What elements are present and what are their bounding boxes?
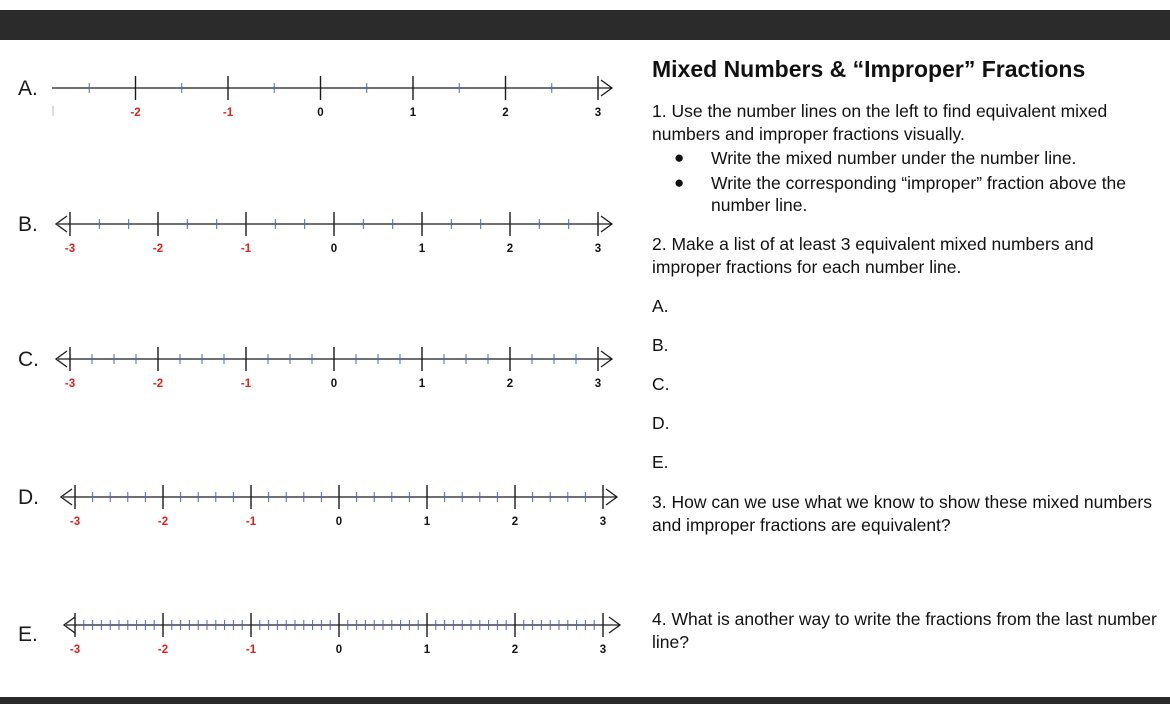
- tick-label: -3: [69, 644, 81, 656]
- answer-letter-d: D.: [652, 413, 670, 433]
- tick-label: 0: [335, 516, 343, 528]
- tick-label: 3: [599, 644, 607, 656]
- worksheet-title: Mixed Numbers & “Improper” Fractions: [652, 56, 1086, 82]
- tick-label: -2: [152, 378, 164, 390]
- tick-label: -1: [245, 644, 257, 656]
- tick-label: 1: [423, 644, 431, 656]
- tick-label: -2: [152, 243, 164, 255]
- tick-label: -3: [69, 516, 81, 528]
- bullet-dot: ●: [674, 173, 685, 192]
- answer-letter-b: B.: [652, 335, 669, 355]
- bullet-text: Write the corresponding “improper” fraction above the number line.: [711, 173, 1127, 215]
- question-1-bullets: [652, 147, 1157, 219]
- answer-letter-c: C.: [652, 374, 670, 394]
- tick-label: 3: [594, 378, 602, 390]
- tick-label: -1: [245, 516, 257, 528]
- tick-label: 1: [418, 243, 426, 255]
- tick-label: 1: [423, 516, 431, 528]
- tick-label: -3: [64, 243, 76, 255]
- answer-letter-e: E.: [652, 452, 669, 472]
- question-4: 4. What is another way to write the fractions from the last number line?: [652, 609, 1157, 652]
- bullet-text: Write the mixed number under the number line.: [711, 148, 1077, 168]
- tick-label: 2: [502, 107, 509, 119]
- question-3: 3. How can we use what we know to show these mixed numbers and improper fractions are equivalent?: [652, 492, 1152, 535]
- tick-label: 2: [511, 516, 519, 528]
- bullet-item: [652, 172, 1157, 216]
- tick-label: 2: [506, 378, 514, 390]
- row-letter: D.: [18, 486, 39, 509]
- tick-label: -2: [157, 644, 169, 656]
- answer-letter-a: A.: [652, 296, 669, 316]
- tick-label: -2: [157, 516, 169, 528]
- tick-label: -3: [64, 378, 76, 390]
- tick-label: -1: [240, 243, 252, 255]
- tick-label: 0: [330, 378, 338, 390]
- tick-label: 0: [330, 243, 338, 255]
- question-1: 1. Use the number lines on the left to find equivalent mixed numbers and improper fractions visually.: [652, 101, 1108, 144]
- tick-label: -2: [130, 107, 141, 119]
- tick-label: 2: [506, 243, 514, 255]
- tick-label: 1: [418, 378, 426, 390]
- row-letter: C.: [18, 348, 39, 371]
- bullet-item: [652, 147, 1157, 169]
- row-letter: B.: [18, 213, 38, 236]
- question-2: 2. Make a list of at least 3 equivalent mixed numbers and improper fractions for each number line.: [652, 234, 1094, 277]
- row-letter: E.: [18, 623, 38, 646]
- tick-label: 3: [594, 107, 602, 119]
- tick-label: 3: [594, 243, 602, 255]
- row-letter: A.: [18, 77, 38, 100]
- tick-label: -1: [240, 378, 252, 390]
- tick-label: 0: [317, 107, 324, 119]
- tick-label: 3: [599, 516, 607, 528]
- tick-label: 0: [335, 644, 343, 656]
- tick-label: 2: [511, 644, 519, 656]
- bullet-dot: ●: [674, 148, 685, 167]
- tick-label: -1: [222, 107, 234, 119]
- tick-label: 1: [409, 107, 417, 119]
